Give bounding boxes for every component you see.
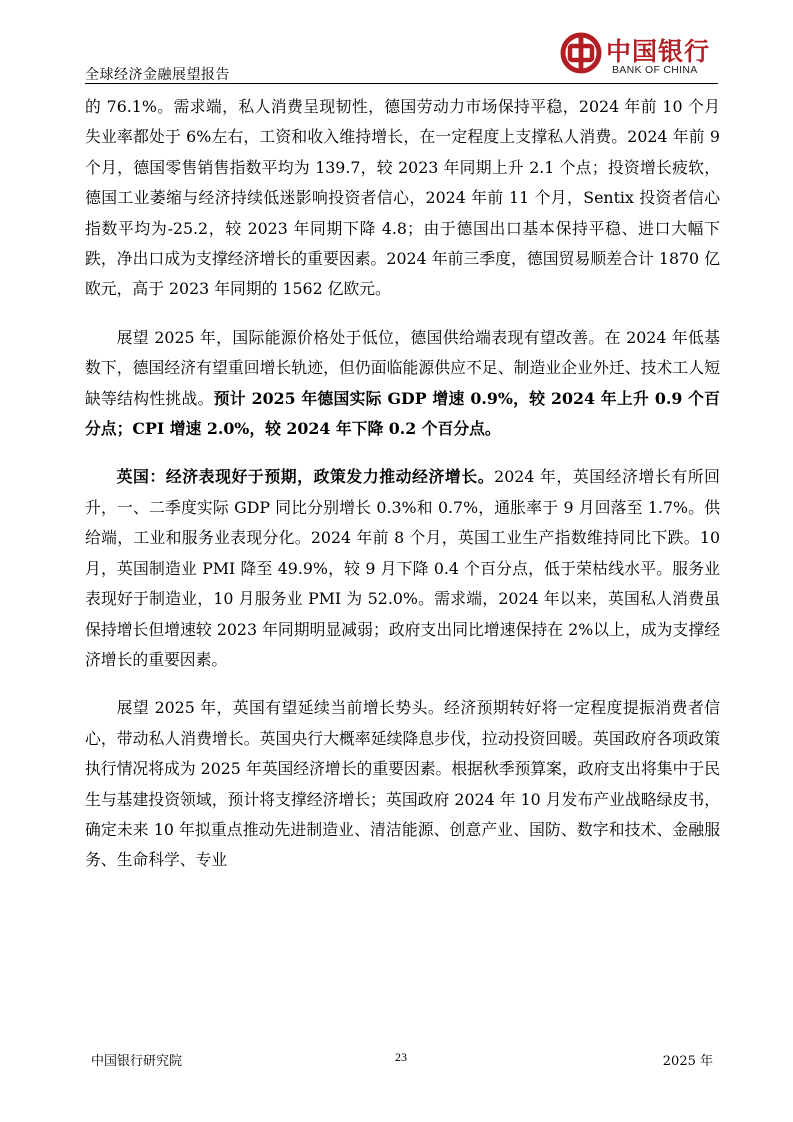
paragraph-uk-economy bbox=[85, 462, 720, 675]
paragraph-germany-outlook bbox=[85, 323, 720, 445]
footer-organization: 中国银行研究院 bbox=[91, 1054, 183, 1069]
footer-year: 2025 年 bbox=[662, 1054, 713, 1069]
paragraph-uk-outlook: 展望 2025 年，英国有望延续当前增长势头。经济预期转好将一定程度提振消费者信心，带动私人消费增长。英国央行大概率延续降息步伐，拉动投资回暖。英国政府各项政策执行情况将成为 2025 年英国经济增长的重要因素。根据秋季预算案，政府支出将集中于民生与基建投资领域，预计将支撑经济增长；英国政府 2024 年 10 月发布产业战略绿皮书，确定未来 10 年拟重点推动先进制造业、清洁能源、创意产业、国防、数字和技术、金融服务、生命科学、专业 bbox=[85, 698, 720, 870]
bank-logo bbox=[560, 28, 720, 80]
outlook-text: 展望 2025 年，国际能源价格处于低位，德国供给端表现有望改善。在 2024 年低基数下，德国经济有望重回增长轨迹，但仍面临能源供应不足、制造业企业外迁、技术工人短缺等结构性挑战。 bbox=[85, 327, 720, 408]
page-number: 23 bbox=[395, 1050, 407, 1064]
logo-english-name: BANK OF CHINA bbox=[612, 64, 698, 76]
logo-chinese-name: 中国银行 bbox=[606, 37, 711, 66]
paragraph-germany-demand: 的 76.1%。需求端，私人消费呈现韧性，德国劳动力市场保持平稳，2024 年前 10 个月失业率都处于 6%左右，工资和收入维持增长，在一定程度上支撑私人消费。2024 年前 9 个月，德国零售销售指数平均为 139.7，较 2023 年同期上升 2.1 个点；投资增长疲软，德国工业萎缩与经济持续低迷影响投资者信心，2024 年前 11 个月，Sentix 投资者信心指数平均为-25.2，较 2023 年同期下降 4.8；由于德国出口基本保持平稳、进口大幅下跌，净出口成为支撑经济增长的重要因素。2024 年前三季度，德国贸易顺差合计 1870 亿欧元，高于 2023 年同期的 1562 亿欧元。 bbox=[85, 97, 720, 299]
report-title: 全球经济金融展望报告 bbox=[85, 67, 230, 83]
uk-section-heading: 英国：经济表现好于预期，政策发力推动经济增长。 bbox=[116, 467, 495, 487]
uk-economy-text: 2024 年，英国经济增长有所回升，一、二季度实际 GDP 同比分别增长 0.3%和 0.7%，通胀率于 9 月回落至 1.7%。供给端，工业和服务业表现分化。2024 年前 8 个月，英国工业生产指数维持同比下跌。10 月，英国制造业 PMI 降至 49.9%，较 9 月下降 0.4 个百分点，低于荣枯线水平。服务业表现好于制造业，10 月服务业 PMI 为 52.0%。需求端，2024 年以来，英国私人消费虽保持增长但增速较 2023 年同期明显减弱；政府支出同比增速保持在 2%以上，成为支撑经济增长的重要因素。 bbox=[85, 467, 720, 669]
bank-of-china-logo-icon bbox=[560, 32, 602, 74]
header-divider bbox=[85, 83, 718, 84]
report-body bbox=[85, 92, 720, 876]
germany-forecast-highlight: 预计 2025 年德国实际 GDP 增速 0.9%，较 2024 年上升 0.9 个百分点；CPI 增速 2.0%，较 2024 年下降 0.2 个百分点。 bbox=[85, 388, 720, 439]
